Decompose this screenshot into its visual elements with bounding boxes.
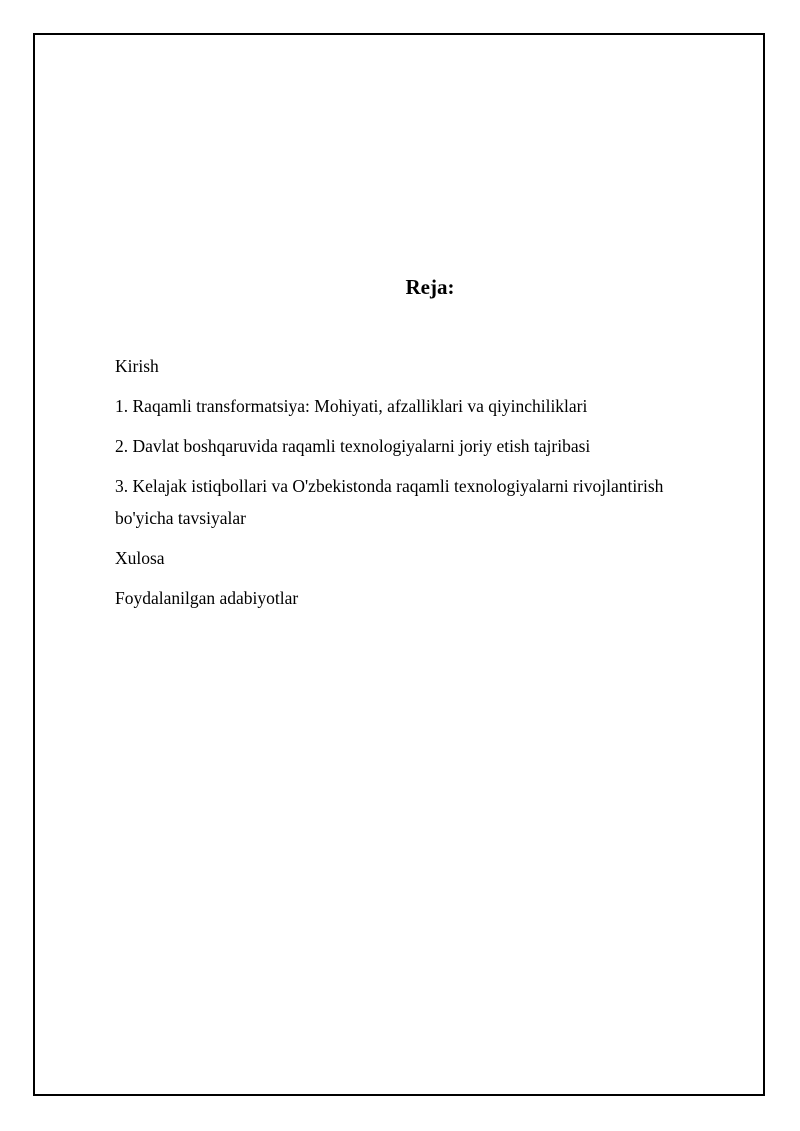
toc-item-references: Foydalanilgan adabiyotlar: [115, 588, 299, 608]
toc-item-chapter-2: 2. Davlat boshqaruvida raqamli texnologiyalarni joriy etish tajribasi: [115, 436, 591, 456]
toc-item-introduction: Kirish: [115, 356, 159, 376]
toc-item-chapter-3: 3. Kelajak istiqbollari va O'zbekistonda raqamli texnologiyalarni rivojlantirish bo'yicha tavsiyalar: [115, 476, 664, 528]
table-of-contents: [115, 350, 715, 622]
toc-item-chapter-1: 1. Raqamli transformatsiya: Mohiyati, afzalliklari va qiyinchiliklari: [115, 396, 588, 416]
page-title: Reja:: [405, 275, 455, 299]
toc-item-conclusion: Xulosa: [115, 548, 165, 568]
